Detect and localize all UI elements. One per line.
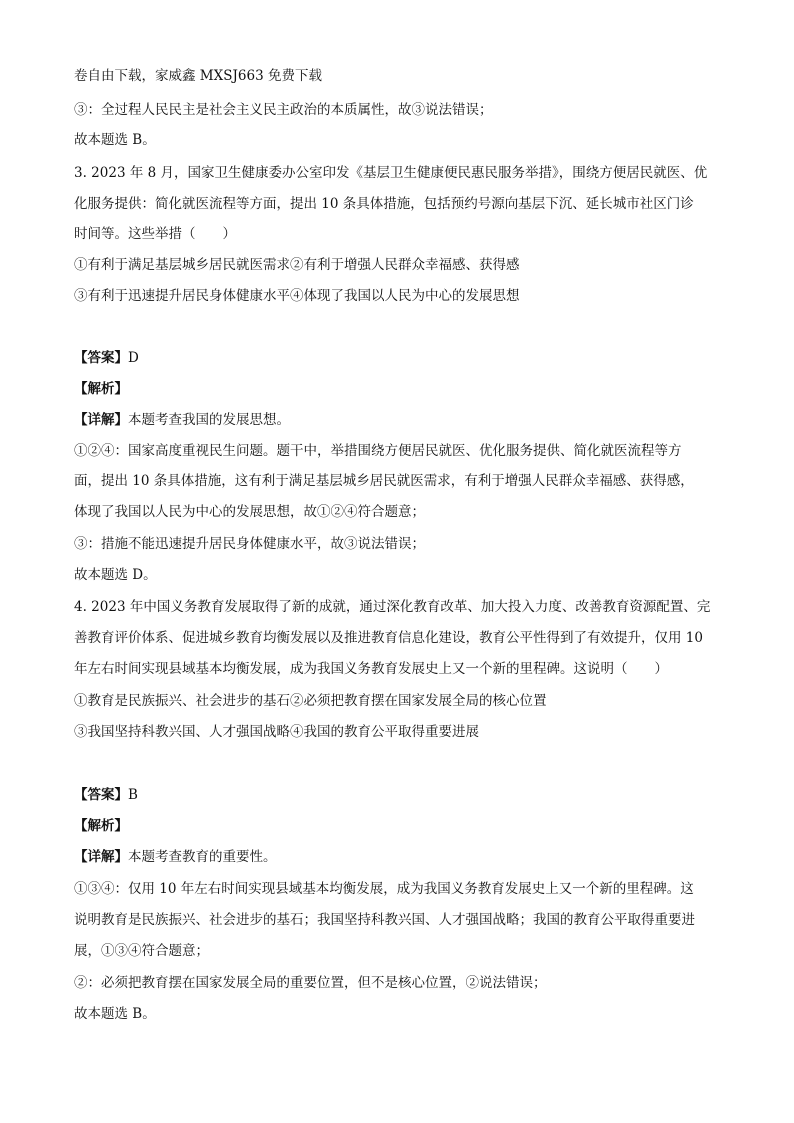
q4-statements-line: ③我国坚持科教兴国、人才强国战略④我国的教育公平取得重要进展 <box>74 724 479 740</box>
q3-explanation-line: 面，提出 10 条具体措施，这有利于满足基层城乡居民就医需求，有利于增强人民群众幸福感、获得感， <box>74 473 694 489</box>
download-watermark: 卷自由下载，家威鑫 MXSJ663 免费下载 <box>74 68 322 84</box>
q4-stem-line: 善教育评价体系、促进城乡教育均衡发展以及推进教育信息化建设，教育公平性得到了有效提升，仅用 10 <box>74 630 703 646</box>
q3-stem-line: 3. 2023 年 8 月，国家卫生健康委办公室印发《基层卫生健康便民惠民服务举措》，围绕方便居民就医、优 <box>74 165 708 181</box>
q3-explanation-line: ③：措施不能迅速提升居民身体健康水平，故③说法错误； <box>74 536 425 552</box>
q3-conclusion: 故本题选 D。 <box>74 567 157 583</box>
detail-tag: 【详解】 <box>74 849 128 865</box>
q4-explanation-line: ①③④：仅用 10 年左右时间实现县域基本均衡发展，成为我国义务教育发展史上又一个新的里程碑。这 <box>74 881 694 897</box>
detail-tag: 【详解】 <box>74 412 128 428</box>
q3-detail <box>74 411 724 429</box>
q3-answer <box>74 349 724 367</box>
detail-text: 本题考查我国的发展思想。 <box>128 412 290 428</box>
answer-tag: 【答案】 <box>74 787 128 803</box>
analysis-tag: 【解析】 <box>74 818 128 834</box>
answer-tag: 【答案】 <box>74 350 128 366</box>
q2-explanation-line: ③：全过程人民民主是社会主义民主政治的本质属性，故③说法错误； <box>74 102 493 118</box>
q4-detail <box>74 848 724 866</box>
detail-text: 本题考查教育的重要性。 <box>128 849 277 865</box>
q4-stem-line: 4. 2023 年中国义务教育发展取得了新的成就，通过深化教育改革、加大投入力度、改善教育资源配置、完 <box>74 599 711 615</box>
q3-statements-line: ③有利于迅速提升居民身体健康水平④体现了我国以人民为中心的发展思想 <box>74 288 520 304</box>
q3-stem-line: 化服务提供：简化就医流程等方面，提出 10 条具体措施，包括预约号源向基层下沉、延长城市社区门诊 <box>74 196 694 212</box>
answer-value: D <box>128 350 139 366</box>
q4-statements-line: ①教育是民族振兴、社会进步的基石②必须把教育摆在国家发展全局的核心位置 <box>74 693 547 709</box>
q4-stem-line: 年左右时间实现县域基本均衡发展，成为我国义务教育发展史上又一个新的里程碑。这说明（ ） <box>74 661 668 677</box>
q3-stem-line: 时间等。这些举措（ ） <box>74 226 236 242</box>
q4-conclusion: 故本题选 B。 <box>74 1006 156 1022</box>
answer-value: B <box>128 787 138 803</box>
q3-analysis-tag <box>74 380 724 398</box>
q4-explanation-line: 展，①③④符合题意； <box>74 943 209 959</box>
q4-explanation-line: 说明教育是民族振兴、社会进步的基石；我国坚持科教兴国、人才强国战略；我国的教育公平取得重要进 <box>74 912 695 928</box>
q3-explanation-line: ①②④：国家高度重视民生问题。题干中，举措围绕方便居民就医、优化服务提供、简化就医流程等方 <box>74 443 682 459</box>
analysis-tag: 【解析】 <box>74 381 128 397</box>
q2-conclusion: 故本题选 B。 <box>74 132 156 148</box>
q4-answer <box>74 786 724 804</box>
q4-analysis-tag <box>74 817 724 835</box>
q3-statements-line: ①有利于满足基层城乡居民就医需求②有利于增强人民群众幸福感、获得感 <box>74 257 520 273</box>
q4-explanation-line: ②：必须把教育摆在国家发展全局的重要位置，但不是核心位置，②说法错误； <box>74 975 547 991</box>
q3-explanation-line: 体现了我国以人民为中心的发展思想，故①②④符合题意； <box>74 504 425 520</box>
